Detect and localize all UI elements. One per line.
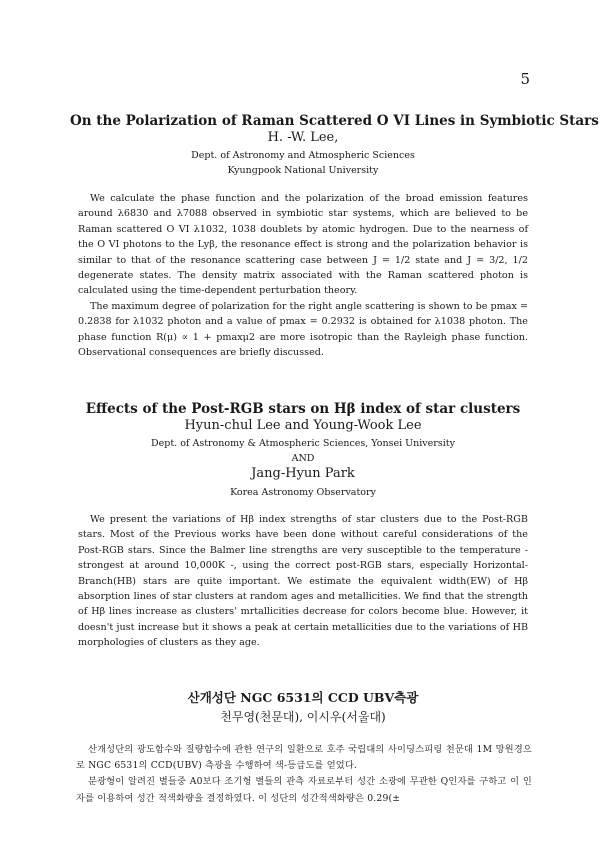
abstract-body (76, 742, 532, 807)
article-affiliation: Dept. of Astronomy and Atmospheric Sciences (191, 150, 415, 161)
article-author: Jang-Hyun Park (251, 466, 355, 481)
article-affiliation-and: AND (291, 453, 315, 464)
article-author: H. -W. Lee, (267, 130, 339, 145)
page-number: 5 (520, 70, 530, 88)
abstract-body (78, 512, 528, 651)
abstract-paragraph: 분광형이 알려진 별들중 A0보다 조기형 별들의 관측 자료로부터 성간 소광에 무관한 Q인자를 구하고 이 인자를 이용하여 성간 적색화량을 결정하였다. 이 성단의 성간적색화량은 0.29(± (76, 776, 532, 804)
article-author: 천무영(천문대), 이시우(서울대) (220, 710, 386, 724)
article-affiliation: Dept. of Astronomy & Atmospheric Sciences, Yonsei University (151, 438, 455, 449)
article-author: Hyun-chul Lee and Young-Wook Lee (184, 418, 422, 433)
abstract-body (78, 191, 528, 360)
article-affiliation: Korea Astronomy Observatory (230, 487, 376, 498)
article-title: On the Polarization of Raman Scattered O VI Lines in Symbiotic Stars (70, 113, 599, 129)
article-title: Effects of the Post-RGB stars on Hβ index of star clusters (85, 401, 521, 417)
abstract-paragraph: We present the variations of Hβ index strengths of star clusters due to the Post-RGB stars. Most of the Previous works have been done without careful considerations of the Post-RGB stars. Since the Balmer line strengths are very susceptible to the temperature - strongest at around 10,000K -, using the correct post-RGB stars, especially Horizontal-Branch(HB) stars are quite important. We estimate the equivalent width(EW) of Hβ absorption lines of star clusters at random ages and metallicities. We find that the strength of Hβ lines increase as clusters' mrtallicities decrease for colors become blue. However, it doesn't just increase but it shows a peak at certain metallicities due to the variations of HB morphologies of clusters as they age. (78, 514, 528, 649)
article-affiliation: Kyungpook National University (227, 165, 379, 176)
abstract-paragraph: 산개성단의 광도함수와 질량함수에 관한 연구의 일환으로 호주 국립대의 사이딩스피링 천문대 1M 망원경으로 NGC 6531의 CCD(UBV) 측광을 수행하여 색-등급도를 얻었다. (76, 744, 532, 772)
article-title: 산개성단 NGC 6531의 CCD UBV측광 (187, 690, 419, 705)
abstract-paragraph: The maximum degree of polarization for the right angle scattering is shown to be pmax = 0.2838 for λ1032 photon and a value of pmax = 0.2932 is obtained for λ1038 photon. The phase function R(μ) ∝ 1 + pmaxμ2 are more isotropic than the Rayleigh phase function. Observational consequences are briefly discussed. (78, 300, 528, 359)
abstract-paragraph: We calculate the phase function and the polarization of the broad emission features around λ6830 and λ7088 observed in symbiotic star systems, which are believed to be Raman scattered O VI λ1032, 1038 doublets by atomic hydrogen. Due to the nearness of the O VI photons to the Lyβ, the resonance effect is strong and the polarization behavior is similar to that of the resonance scattering case between J = 1/2 state and J = 3/2, 1/2 degenerate states. The density matrix associated with the Raman scattered photon is calculated using the time-dependent perturbation theory. (78, 193, 528, 297)
